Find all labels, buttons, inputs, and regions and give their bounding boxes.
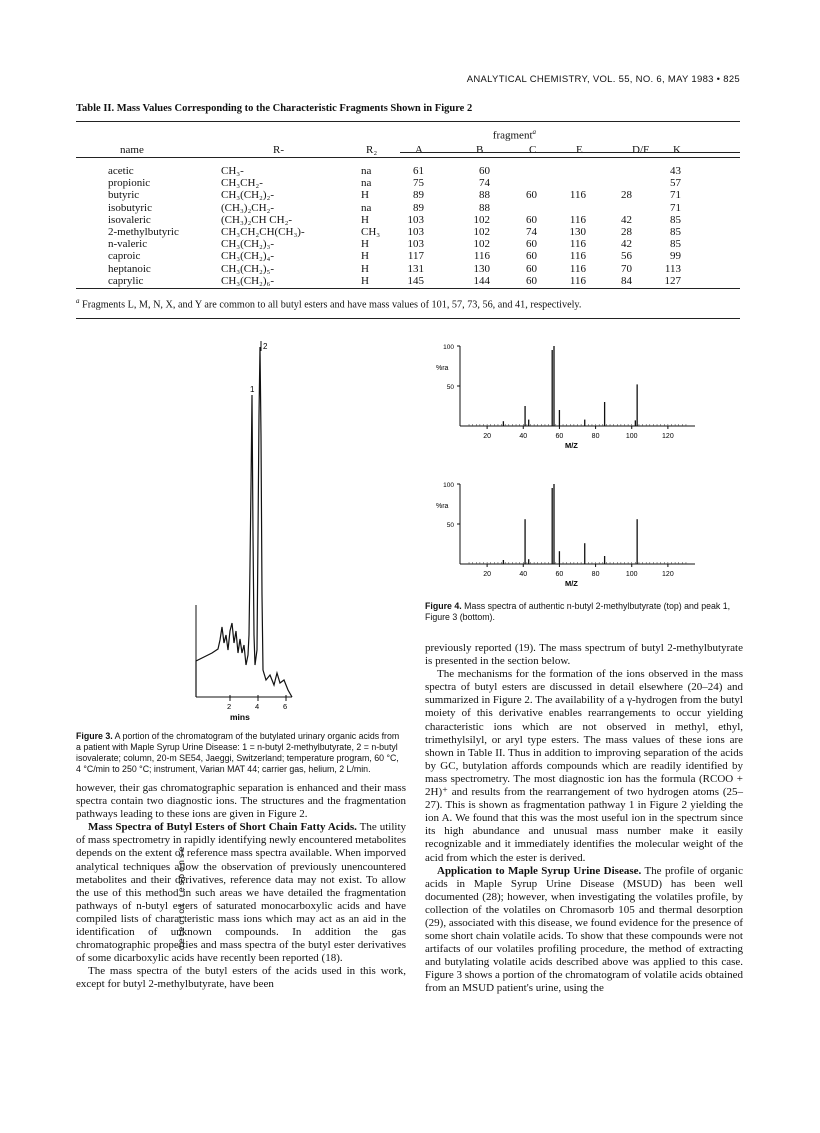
row-value: 102 (473, 238, 490, 251)
fragment-span-rule (400, 152, 740, 153)
row-name: n-valeric (108, 238, 148, 251)
figure-4-label: Figure 4. (425, 601, 462, 611)
col-header-k: K (673, 144, 681, 156)
row-value: 60 (526, 189, 537, 202)
row-value: 60 (526, 238, 537, 251)
row-value: 99 (670, 250, 681, 263)
col-header-a: A (415, 144, 423, 156)
row-value: 56 (621, 250, 632, 263)
left-paragraph-2-text: The utility of mass spectrometry in rapidly identifying newly encountered metabolites depends on the extent of reference mass spectra available. When imporved analytical techniques allow the observation of previously unencountered metabolites and their derivatives, reference data may not exist. To allow the use of this method in such areas we have detailed the fragmentation pathways of n-butyl esters of saturated monocarboxylic acids and have compiled lists of characteristic mass ions which may act as an aid in the identification of unknown compounds. In addition the gas chromatographic properties and mass spectra of the butyl ester derivatives of some dicarboxylic acids have recently been reported (18). (76, 821, 406, 965)
row-value: 103 (407, 213, 424, 226)
x-axis-label: M/Z (564, 579, 578, 588)
row-name: acetic (108, 165, 134, 177)
row-r2: na (361, 177, 372, 190)
row-name: isobutyric (108, 201, 152, 214)
row-value: 85 (670, 226, 681, 238)
footnote-mark: a (76, 297, 80, 305)
row-value: 113 (664, 262, 681, 275)
row-value: 116 (569, 238, 586, 251)
mass-spectrum-bottom (420, 478, 720, 598)
row-value: 116 (473, 250, 490, 263)
right-paragraph-3-text: The profile of organic acids in Maple Syrup Urine Disease (MSUD) has been well documented (28); however, when investigating the volatiles profile, by collection of the volatiles on Chromasorb 105 and thermal desorption (29), associated with this disease, we found evidence for the presence of some short chain volatile acids. To show that these compounds were not artifacts of our volatiles profiling procedure, the method of extracting and butylating volatile acids described above was applied to this case. Figure 3 shows a portion of the chromatogram of volatile acids obtained from an MSUD patient's urine, using the (425, 864, 744, 995)
peak-label-1: 1 (250, 385, 255, 394)
row-r2: H (361, 274, 369, 287)
row-value: 71 (670, 189, 681, 202)
row-r2: CH₃ (361, 226, 381, 238)
col-header-r: R- (273, 144, 284, 156)
x-tick-label: 60 (555, 433, 564, 440)
left-column-text (76, 782, 406, 992)
y-tick-label: 50 (446, 384, 454, 391)
col-header-name: name (120, 144, 144, 156)
row-value: 127 (664, 274, 681, 287)
right-paragraph-2: The mechanisms for the formation of the ions observed in the mass spectra of butyl esters are discussed in detail elsewhere (20–24) and summarized in Figure 2. The availability of a γ-hydrogen from the butyl moiety of this derivative enables rearrangements to occur yielding characteristic ions which are not observed in methyl, ethyl, trimethylsilyl, or aryl type esters. The mass values of these ions are shown in Table II. Thus in addition to improving separation of the acids by GC, butylation affords compounds which are readily identified by mass spectrometry. The most diagnostic ion has the formula (RCOO + 2H)⁺ and results from the rearrangement of two hydrogen atoms (25–27). This is shown as fragmentation pathway 1 in Figure 2 yielding the ion A. We found that this was the most useful ion in the spectrum since its high abundance and unusual mass number make it easily recognizable and it immediately identifies the molecular weight of the acid from which the ester is derived. (425, 668, 743, 864)
row-value: 60 (526, 262, 537, 275)
x-tick-label: 40 (519, 433, 528, 440)
x-tick-label: 100 (625, 571, 638, 578)
row-value: 145 (407, 274, 424, 287)
row-value: 103 (407, 226, 424, 238)
row-r-group: CH₃(CH₂)₃- (221, 238, 275, 251)
row-r2: H (361, 238, 369, 251)
row-r2: na (361, 165, 372, 177)
figure-4-caption (425, 601, 743, 623)
row-value: 144 (473, 274, 490, 287)
row-value: 85 (670, 238, 681, 251)
running-head: ANALYTICAL CHEMISTRY, VOL. 55, NO. 6, MAY 1983 • 825 (466, 74, 740, 85)
peak-label-2: 2 (263, 342, 268, 351)
x-tick-label: 40 (519, 571, 528, 578)
row-name: isovaleric (108, 213, 151, 226)
row-r-group: (CH₃)₂CH CH₂- (221, 213, 293, 226)
row-value: 130 (569, 226, 586, 238)
left-paragraph-3: The mass spectra of the butyl esters of the acids used in this work, except for butyl 2-methylbutyrate, have been (76, 965, 406, 991)
x-tick-label: 80 (591, 571, 600, 578)
x-tick-label-4: 4 (255, 702, 260, 711)
col-header-c: C (529, 144, 537, 156)
x-tick-label: 120 (662, 571, 674, 578)
row-value: 60 (526, 274, 537, 287)
row-value: 103 (407, 238, 424, 251)
y-tick-label: 100 (443, 482, 454, 489)
x-tick-label: 20 (483, 433, 492, 440)
row-name: 2-methylbutyric (108, 226, 179, 238)
left-paragraph-2 (76, 821, 406, 965)
table-caption: Table II. Mass Values Corresponding to the Characteristic Fragments Shown in Figure 2 (76, 103, 473, 114)
section-heading-mass-spectra: Mass Spectra of Butyl Esters of Short Chain Fatty Acids. (88, 821, 357, 834)
mass-spectrum-top (420, 340, 720, 460)
fragment-footnote-mark: a (532, 128, 536, 136)
row-r2: H (361, 213, 369, 226)
row-value: 60 (479, 165, 490, 177)
y-axis-label: %ra (436, 503, 449, 510)
table-footnote (76, 295, 740, 311)
figure-4-caption-text: Mass spectra of authentic n-butyl 2-methylbutyrate (top) and peak 1, Figure 3 (bottom). (425, 601, 731, 622)
table-header-rule (76, 157, 740, 158)
x-tick-label: 100 (625, 433, 638, 440)
x-axis-label: mins (230, 712, 250, 722)
right-paragraph-3 (425, 865, 743, 996)
row-name: propionic (108, 177, 151, 190)
y-axis-label: detector response (176, 844, 186, 950)
row-r2: H (361, 262, 369, 275)
row-r-group: CH₃(CH₂)₅- (221, 262, 275, 275)
row-name: butyric (108, 189, 140, 202)
left-paragraph-1: however, their gas chromatographic separation is enhanced and their mass spectra contain two diagnostic ions. The structures and the fragmentation pathways leading to these ions are given in Figure 2. (76, 782, 406, 821)
row-value: 116 (569, 262, 586, 275)
x-tick-label-6: 6 (283, 702, 288, 711)
figure-3-caption (76, 731, 406, 775)
row-value: 116 (569, 213, 586, 226)
row-value: 75 (413, 177, 424, 190)
row-value: 71 (670, 201, 681, 214)
col-header-e: E (576, 144, 583, 156)
row-value: 116 (569, 274, 586, 287)
col-header-r2: R₂ (366, 144, 378, 156)
row-value: 60 (526, 213, 537, 226)
row-value: 70 (621, 262, 632, 275)
row-value: 57 (670, 177, 681, 190)
row-value: 28 (621, 226, 632, 238)
chromatogram-trace (196, 347, 292, 697)
row-r2: H (361, 250, 369, 263)
row-r-group: CH₃CH₂- (221, 177, 263, 190)
row-value: 28 (621, 189, 632, 202)
row-value: 85 (670, 213, 681, 226)
row-value: 74 (479, 177, 490, 190)
row-name: caproic (108, 250, 141, 263)
y-tick-label: 50 (446, 522, 454, 529)
section-heading-msud: Application to Maple Syrup Urine Disease. (437, 864, 642, 877)
footnote-bottom-rule (76, 318, 740, 319)
row-r-group: CH₃(CH₂)₄- (221, 250, 275, 263)
footnote-text: Fragments L, M, N, X, and Y are common to all butyl esters and have mass values of 101, 57, 73, 56, and 41, respectively. (79, 299, 582, 311)
right-paragraph-1: previously reported (19). The mass spectrum of butyl 2-methylbutyrate is presented in the section below. (425, 642, 743, 668)
row-r-group: (CH₃)₂CH₂- (221, 201, 275, 214)
x-tick-label-2: 2 (227, 702, 232, 711)
row-value: 42 (621, 238, 632, 251)
x-tick-label: 60 (555, 571, 564, 578)
row-value: 43 (670, 165, 681, 177)
row-value: 42 (621, 213, 632, 226)
row-value: 88 (479, 189, 490, 202)
row-value: 74 (526, 226, 537, 238)
table-top-rule (76, 121, 740, 122)
row-r-group: CH₃(CH₂)₂- (221, 189, 275, 202)
table-bottom-rule (76, 288, 740, 289)
figure-3-caption-text: A portion of the chromatogram of the butylated urinary organic acids from a patient with Maple Syrup Urine Disease: 1 = n-butyl 2-methylbutyrate, 2 = n-butyl isovalerate; column, 20-m SE54, Jaeggi, Switzerland; temperature program, 60 °C, 4 °C/min to 250 °C; instrument, Varian MAT 44; carrier gas, helium, 2 L/min. (76, 731, 400, 774)
row-value: 89 (413, 189, 424, 202)
x-tick-label: 80 (591, 433, 600, 440)
row-value: 88 (479, 201, 490, 214)
row-value: 102 (473, 226, 490, 238)
row-r2: H (361, 189, 369, 202)
row-value: 130 (473, 262, 490, 275)
row-r-group: CH₃CH₂CH(CH₃)- (221, 226, 305, 238)
fragment-group-header: fragment (492, 129, 533, 142)
row-value: 116 (569, 250, 586, 263)
x-tick-label: 20 (483, 571, 492, 578)
y-tick-label: 100 (443, 344, 454, 351)
x-axis-label: M/Z (564, 441, 578, 450)
row-r-group: CH₃(CH₂)₆- (221, 274, 275, 287)
col-header-b: B (476, 144, 484, 156)
row-value: 116 (569, 189, 586, 202)
row-value: 102 (473, 213, 490, 226)
row-name: heptanoic (108, 262, 151, 275)
row-value: 61 (413, 165, 424, 177)
col-header-d-f: D/F (632, 144, 650, 156)
x-tick-label: 120 (662, 433, 674, 440)
row-r-group: CH₃- (221, 165, 244, 177)
row-value: 117 (407, 250, 424, 263)
row-value: 60 (526, 250, 537, 263)
figure-3-label: Figure 3. (76, 731, 113, 741)
row-value: 84 (621, 274, 632, 287)
right-column-text (425, 642, 743, 996)
row-name: caprylic (108, 274, 144, 287)
row-value: 89 (413, 201, 424, 214)
row-value: 131 (407, 262, 424, 275)
y-axis-label: %ra (436, 365, 449, 372)
row-r2: na (361, 201, 372, 214)
